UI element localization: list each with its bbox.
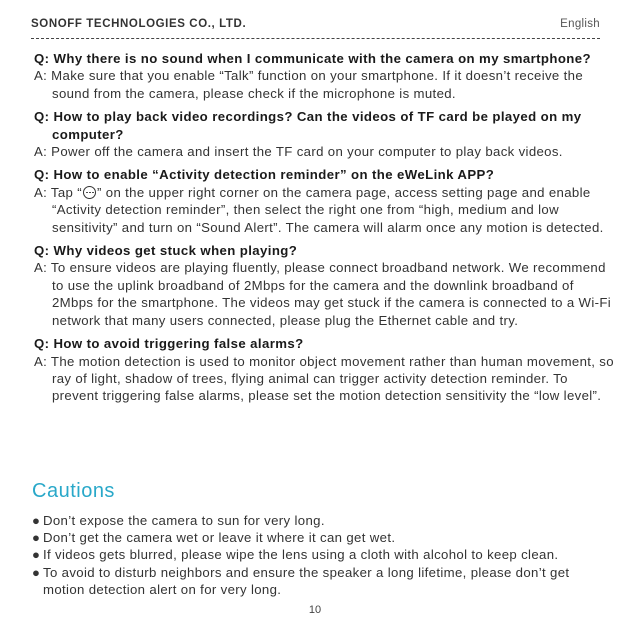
more-dots-circle-icon — [83, 186, 96, 199]
header-divider — [31, 38, 600, 39]
faq-question: Q: How to play back video recordings? Can the videos of TF card be played on my computer? — [34, 109, 582, 142]
cautions-heading: Cautions — [32, 480, 115, 502]
faq-item — [34, 50, 614, 102]
company-name: SONOFF TECHNOLOGIES CO., LTD. — [31, 18, 247, 30]
faq-item — [34, 166, 614, 236]
page-header — [31, 14, 600, 34]
caution-item — [32, 564, 612, 598]
bullet-icon: ● — [32, 547, 41, 563]
bullet-icon: ● — [32, 513, 41, 528]
language-label: English — [560, 18, 600, 30]
caution-text: To avoid to disturb neighbors and ensure the speaker a long lifetime, please don’t get motion detection alert on for very long. — [43, 564, 570, 597]
caution-text: If videos gets blurred, please wipe the lens using a cloth with alcohol to keep clean. — [43, 547, 559, 563]
page-number: 10 — [308, 604, 322, 616]
faq-answer: A: Make sure that you enable “Talk” function on your smartphone. If it doesn’t receive the sound from the camera, please check if the microphone is muted. — [34, 68, 584, 101]
faq-answer — [34, 184, 614, 236]
faq-question: Q: How to avoid triggering false alarms? — [34, 336, 304, 352]
faq-answer-text-before: A: Tap “ — [34, 184, 83, 200]
faq-item — [34, 108, 614, 160]
faq-item — [34, 335, 614, 405]
faq-answer: A: The motion detection is used to monitor object movement rather than human movement, so ray of light, shadow of trees, flying animal can trigger activity detection reminder. To prevent triggering false alarms, please set the motion detection sensitivity the “low level”. — [34, 353, 614, 404]
faq-question: Q: Why there is no sound when I communicate with the camera on my smartphone? — [34, 51, 591, 66]
caution-item — [32, 512, 612, 529]
faq-answer: A: To ensure videos are playing fluently, please connect broadband network. We recommend to use the uplink broadband of 2Mbps for the camera and the downlink broadband of 2Mbps for the smartphone. The videos may get stuck if the camera is connected to a Wi-Fi network that many users connected, please plug the Ethernet cable and try. — [34, 260, 612, 328]
faq-question: Q: How to enable “Activity detection reminder” on the eWeLink APP? — [34, 167, 495, 183]
faq-section — [34, 50, 614, 411]
faq-answer: A: Power off the camera and insert the TF card on your computer to play back videos. — [34, 144, 563, 160]
caution-text: Don’t get the camera wet or leave it where it can get wet. — [43, 530, 396, 546]
cautions-list — [32, 512, 612, 598]
caution-item — [32, 546, 612, 563]
faq-question: Q: Why videos get stuck when playing? — [34, 243, 298, 259]
faq-item — [34, 242, 614, 329]
bullet-icon: ● — [32, 564, 41, 580]
caution-text: Don’t expose the camera to sun for very long. — [43, 513, 325, 528]
bullet-icon: ● — [32, 530, 41, 546]
caution-item — [32, 529, 612, 546]
faq-answer-text-after: ” on the upper right corner on the camera page, access setting page and enable “Activity detection reminder”, then select the right one from “high, medium and low sensitivity” and turn on “Sound Alert”. The camera will alarm once any motion is detected. — [52, 184, 604, 235]
